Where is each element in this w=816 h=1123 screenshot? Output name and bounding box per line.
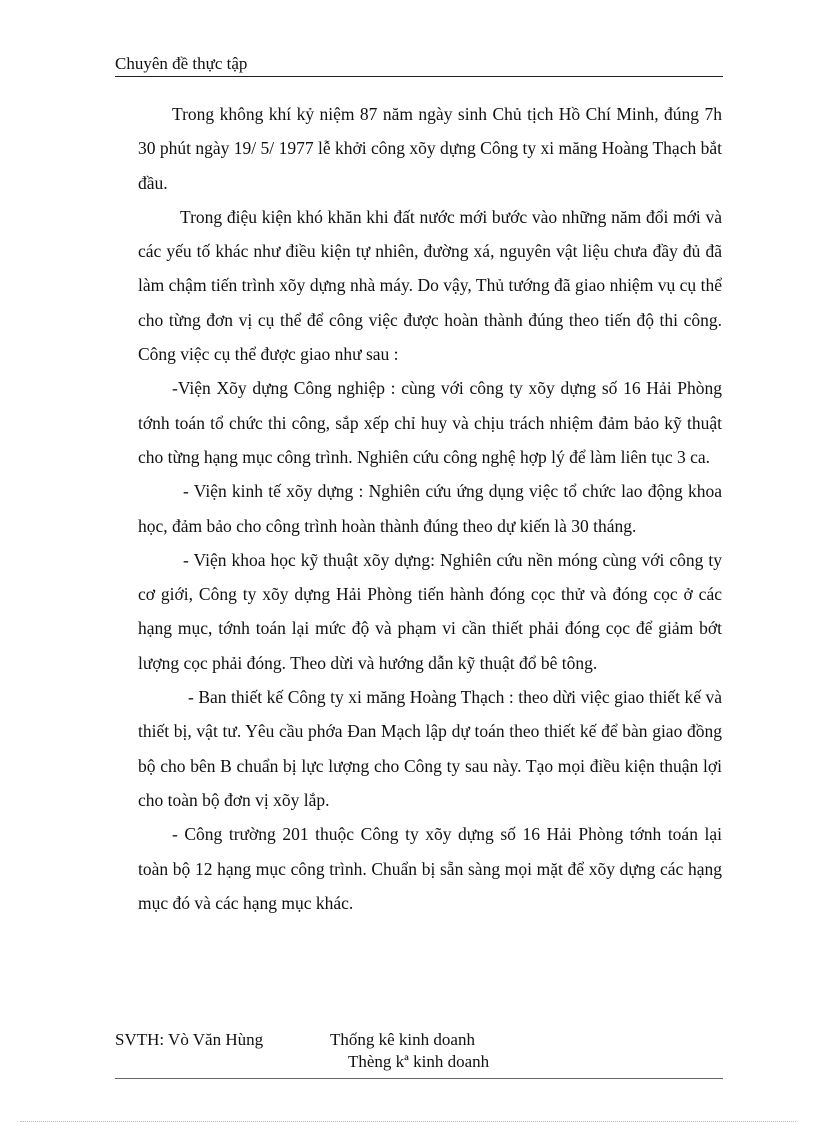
paragraph-7: - Công trường 201 thuộc Công ty xõy dựng số 16 Hải Phòng tớnh toán lại toàn bộ 12 hạng mục công trình. Chuẩn bị sẵn sàng mọi mặt để xõy dựng các hạng mục đó và các hạng mục khác. (138, 824, 722, 913)
header-divider (115, 76, 723, 77)
paragraph-4: - Viện kinh tế xõy dựng : Nghiên cứu ứng dụng việc tổ chức lao động khoa học, đảm bảo cho công trình hoàn thành đúng theo dự kiến là 30 tháng. (138, 481, 722, 536)
paragraph-6: - Ban thiết kế Công ty xi măng Hoàng Thạch : theo dừi việc giao thiết kế và thiết bị, vật tư. Yêu cầu phớa Đan Mạch lập dự toán theo thiết kế để bàn giao đồng bộ cho bên B chuẩn bị lực lượng cho Công ty sau này. Tạo mọi điều kiện thuận lợi cho toàn bộ đơn vị xõy lắp. (138, 687, 722, 810)
footer-student: SVTH: Vò Văn Hùng (115, 1030, 264, 1049)
paragraph-5: - Viện khoa học kỹ thuật xõy dựng: Nghiên cứu nền móng cùng với công ty cơ giới, Công ty xõy dựng Hải Phòng tiến hành đóng cọc thử và đóng cọc ở các hạng mục, tớnh toán lại mức độ và phạm vi cần thiết phải đóng cọc để giảm bớt lượng cọc phải đóng. Theo dừi và hướng dẫn kỹ thuật đổ bê tông. (138, 549, 722, 673)
header-title: Chuyên đề thực tập (115, 54, 248, 73)
document-body (138, 97, 722, 920)
footer-subject-legacy: Thèng kª kinh doanh (348, 1052, 490, 1071)
footer-divider (115, 1078, 723, 1079)
paragraph-3: -Viện Xõy dựng Công nghiệp : cùng với công ty xõy dựng số 16 Hải Phòng tớnh toán tổ chức thi công, sắp xếp chỉ huy và chịu trách nhiệm đảm bảo kỹ thuật cho từng hạng mục công trình. Nghiên cứu công nghệ hợp lý để làm liên tục 3 ca. (138, 378, 722, 467)
paragraph-1: Trong không khí kỷ niệm 87 năm ngày sinh Chủ tịch Hồ Chí Minh, đúng 7h 30 phút ngày 19/ 5/ 1977 lễ khởi công xõy dựng Công ty xi măng Hoàng Thạch bắt đầu. (138, 104, 722, 193)
footer-subject: Thống kê kinh doanh (330, 1030, 475, 1049)
paragraph-2: Trong điệu kiện khó khăn khi đất nước mới bước vào những năm đổi mới và các yếu tố khác như điều kiện tự nhiên, đường xá, nguyên vật liệu chưa đầy đủ đã làm chậm tiến trình xõy dựng nhà máy. Do vậy, Thủ tướng đã giao nhiệm vụ cụ thể cho từng đơn vị cụ thể để công việc được hoàn thành đúng theo tiến độ thi công. Công việc cụ thể được giao như sau : (138, 206, 722, 365)
page-edge-dots (20, 1121, 796, 1122)
